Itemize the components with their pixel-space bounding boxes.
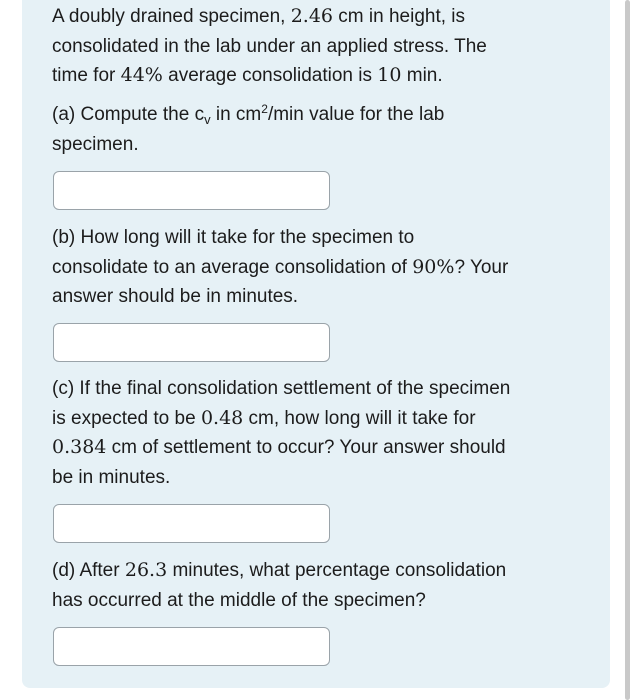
part-a-answer-input[interactable] — [53, 171, 330, 210]
elapsed-time: 26.3 — [124, 559, 168, 581]
height-value: 2.46 — [290, 5, 334, 27]
part-c-question: (c) If the final consolidation settlement of the specimen is expected to be 0.48 cm, how long will it take for 0.384 cm of settlement to occur? Your answer should be in minutes. — [52, 378, 511, 488]
time-value: 10 — [377, 64, 402, 86]
part-d-question: (d) After 26.3 minutes, what percentage consolidation has occurred at the middle of the specimen? — [52, 559, 507, 611]
part-b-question: (b) How long will it take for the specimen to consolidate to an average consolidation of 90%? Your answer should be in minutes. — [52, 227, 509, 307]
final-settlement: 0.48 — [200, 406, 244, 429]
target-percent: 90% — [412, 255, 455, 278]
part-a-question: (a) Compute the $c_v$ in $cm^2/\min$ value for the lab specimen. — [52, 102, 445, 155]
part-d-answer-input[interactable] — [53, 627, 330, 666]
part-c-answer-input[interactable] — [53, 504, 330, 543]
part-b-answer-input[interactable] — [53, 323, 330, 362]
problem-intro: A doubly drained specimen, 2.46 cm in height, is consolidated in the lab under an applied stress. The time for 44% average consolidation is 10 min. — [52, 5, 487, 86]
scrollbar[interactable] — [625, 0, 630, 700]
percent-value: 44% — [120, 64, 163, 86]
partial-settlement: 0.384 — [52, 436, 107, 458]
